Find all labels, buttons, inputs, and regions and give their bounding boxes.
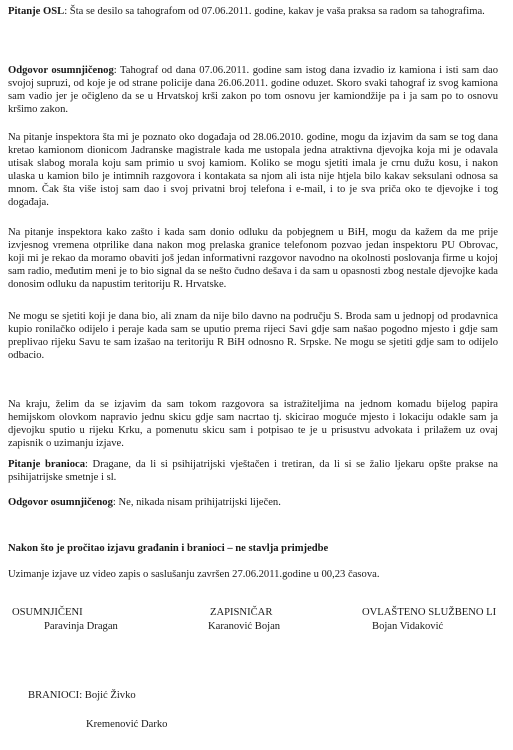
answer-suspect-1-text: : Tahograf od dana 07.06.2011. godine sam istog dana izvadio iz kamiona i isti sam dao svojoj supruzi, od koje je od strane policije dana 26.06.2011. godine oduzet. Skoro svaki tahograf iz svog kamiona sam vadio jer je očigleno da se u Hrvatskoj krši zakon po tom osnovu jer kamiondžije pa i ja sam po to osnovu kršimo zakon. — [8, 65, 498, 115]
paragraph-escape: Na pitanje inspektora kako zašto i kada sam donio odluku da pobjegnem u BiH, mogu da kažem da me prije izvjesnog vremena otprilike dana nakon mog prelaska granice telefonom pozvao jedan inspektoru PU Obrovac, koji mi je rekao da moramo obaviti još jedan informativni razgovor navodno na okolnosti poslovanja firme u kojoj sam radio, međutim meni je to bio signal da se nešto čudno dešava i da sam u opasnosti zbog nestale djevojke kada donosim odluku da napustim teritoriju R. Hrvatske. — [8, 227, 498, 290]
defender-second-name: Kremenović Darko — [86, 719, 168, 730]
closing-statement: Nakon što je pročitao izjavu građanin i branioci – ne stavlja primjedbe — [8, 543, 329, 554]
signature-clerk-name: Karanović Bojan — [208, 621, 281, 632]
answer-suspect-1-label: Odgovor osumnjičenog — [8, 65, 114, 76]
question-defender — [8, 458, 498, 484]
paragraph-sketch: Na kraju, želim da se izjavim da sam tokom razgovora sa istražiteljima na jednom komadu bijelog papira hemijskom olovkom napravio jednu skicu gdje sam nacrtao tj. skicirao moguće mjesto i lokaciju odakle sam ja djevojku sputio u rijeku Krku, a pomenutu skicu sam i potpisao te je u prisustvu advokata i prilažem uz ovaj zapisnik o uzimanju izjave. — [8, 399, 498, 449]
paragraph-event: Na pitanje inspektora šta mi je poznato oko događaja od 28.06.2010. godine, mogu da izjavim da sam se tog dana kretao kamionom dionicom Jadranske magistrale kada me ustopala jedna atraktivna djevojka koja mi je odavala utisak slabog morala koju sam primio u svoj kamiom. Koliko se mogu sjetiti imala je crnu dužu kosu, i nakon ulaska u kamion bilo je intimnih razgovora i kontakata sa njom ali ista nije htjela bilo kakav seksulani odnosa sa mnom. Čak šta više istoj sam dao i svoj privatni broj telefona i e-mail, i to je sva priča oko te djevojke i tog događaja. — [8, 132, 498, 208]
question-defender-label: Pitanje branioca — [8, 459, 85, 470]
question-osl-label: Pitanje OSL — [8, 6, 65, 17]
signature-suspect-title: OSUMNJIČENI — [12, 607, 83, 618]
signature-suspect-name: Paravinja Dragan — [44, 621, 118, 632]
defenders-line: BRANIOCI: Bojić Živko — [28, 690, 136, 701]
question-osl-text: : Šta se desilo sa tahografom od 07.06.2011. godine, kakav je vaša praksa sa radom sa tahografima. — [64, 6, 485, 17]
answer-suspect-2-label: Odgovor osumnjičenog — [8, 497, 113, 508]
answer-suspect-1 — [8, 64, 498, 116]
question-defender-text: : Dragane, da li si psihijatrijski vještačen i tretiran, da li si se žalio ljekaru opšte prakse na psihijatrijske smetnje i sl. — [8, 459, 499, 483]
paragraph-river: Ne mogu se sjetiti koji je dana bio, ali znam da nije bilo davno na području S. Broda sam u jednopj od prodavnica kupio ronilačko odijelo i peraje kada sam se uputio prema rijeci Savi gdje sam našao pogodno mjesto i gdje sam preplivao rijeku Savu te sam izašao na teritoriju R BiH odnosno R. Srpske. Ne mogu se sjetiti gdje sam to odijelo odbacio. — [8, 311, 498, 361]
signature-clerk-title: ZAPISNIČAR — [210, 607, 273, 618]
signature-officer-title: OVLAŠTENO SLUŽBENO LI — [362, 607, 497, 618]
question-osl — [8, 5, 498, 18]
closing-time-line: Uzimanje izjave uz video zapis o saslušanju završen 27.06.2011.godine u 00,23 časova. — [8, 569, 380, 580]
signature-officer-name: Bojan Vidaković — [372, 621, 444, 632]
answer-suspect-2 — [8, 496, 498, 509]
answer-suspect-2-text: : Ne, nikada nisam prihijatrijski liječen. — [112, 497, 281, 508]
